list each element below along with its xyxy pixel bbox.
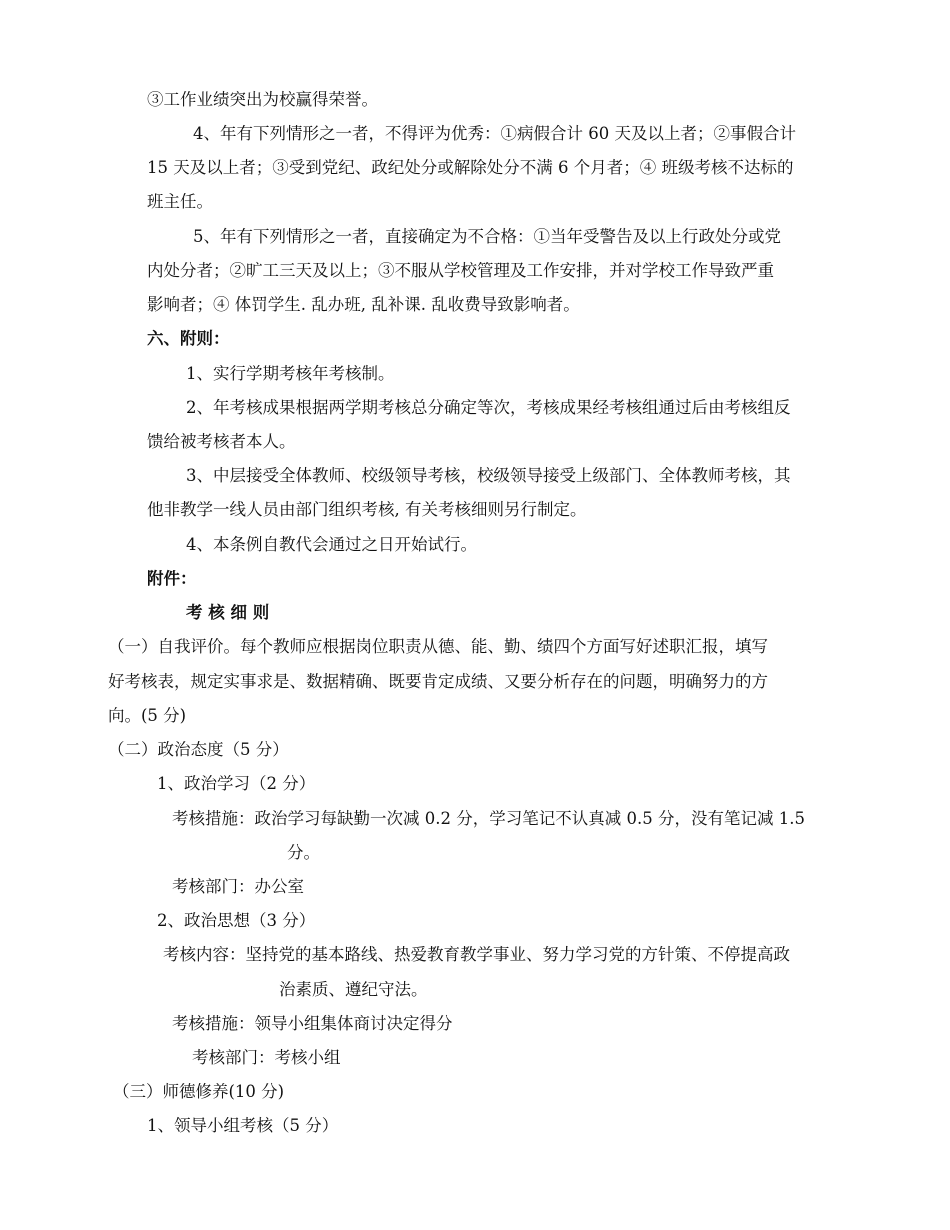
text-line: 考核措施：领导小组集体商讨决定得分 <box>172 1014 453 1033</box>
text-line: 考核部门：办公室 <box>172 877 304 896</box>
text-line: （二）政治态度（5 分） <box>108 740 289 759</box>
text-line: 考核部门：考核小组 <box>192 1048 341 1067</box>
text-line: 影响者；④ 体罚学生. 乱办班, 乱补课. 乱收费导致影响者。 <box>147 295 580 314</box>
text-line: ③工作业绩突出为校赢得荣誉。 <box>147 90 378 109</box>
attachment-title: 考 核 细 则 <box>186 603 270 622</box>
text-line: 考核措施：政治学习每缺勤一次减 0.2 分，学习笔记不认真减 0.5 分，没有笔记减 1.5 <box>172 809 805 828</box>
text-line: 考核内容：坚持党的基本路线、热爱教育教学事业、努力学习党的方针策、不停提高政 <box>163 945 790 964</box>
text-line: 15 天及以上者；③受到党纪、政纪处分或解除处分不满 6 个月者；④ 班级考核不达标的 <box>147 158 794 177</box>
text-line: 治素质、遵纪守法。 <box>279 980 428 999</box>
text-line: 1、领导小组考核（5 分） <box>147 1116 339 1135</box>
text-line: 1、政治学习（2 分） <box>157 774 316 793</box>
text-line: （三）师德修养(10 分) <box>113 1082 285 1101</box>
text-line: 2、年考核成果根据两学期考核总分确定等次，考核成果经考核组通过后由考核组反 <box>186 398 791 417</box>
text-line: 好考核表，规定实事求是、数据精确、既要肯定成绩、又要分析存在的问题，明确努力的方 <box>108 672 768 691</box>
attachment-label: 附件： <box>147 569 197 588</box>
text-line: 2、政治思想（3 分） <box>157 911 316 930</box>
text-line: 5、年有下列情形之一者，直接确定为不合格：①当年受警告及以上行政处分或党 <box>193 227 781 246</box>
text-line: （一）自我评价。每个教师应根据岗位职责从德、能、勤、绩四个方面写好述职汇报，填写 <box>108 637 768 656</box>
text-line: 他非教学一线人员由部门组织考核, 有关考核细则另行制定。 <box>147 500 587 519</box>
text-line: 4、年有下列情形之一者，不得评为优秀：①病假合计 60 天及以上者；②事假合计 <box>193 124 796 143</box>
text-line: 向。(5 分) <box>108 706 187 725</box>
text-line: 分。 <box>287 843 320 862</box>
text-line: 1、实行学期考核年考核制。 <box>186 364 395 383</box>
text-line: 馈给被考核者本人。 <box>147 432 296 451</box>
text-line: 4、本条例自教代会通过之日开始试行。 <box>186 535 477 554</box>
text-line: 班主任。 <box>147 192 213 211</box>
text-line: 内处分者；②旷工三天及以上；③不服从学校管理及工作安排，并对学校工作导致严重 <box>147 261 774 280</box>
section-heading: 六、附则： <box>147 329 230 348</box>
text-line: 3、中层接受全体教师、校级领导考核，校级领导接受上级部门、全体教师考核，其 <box>186 466 791 485</box>
